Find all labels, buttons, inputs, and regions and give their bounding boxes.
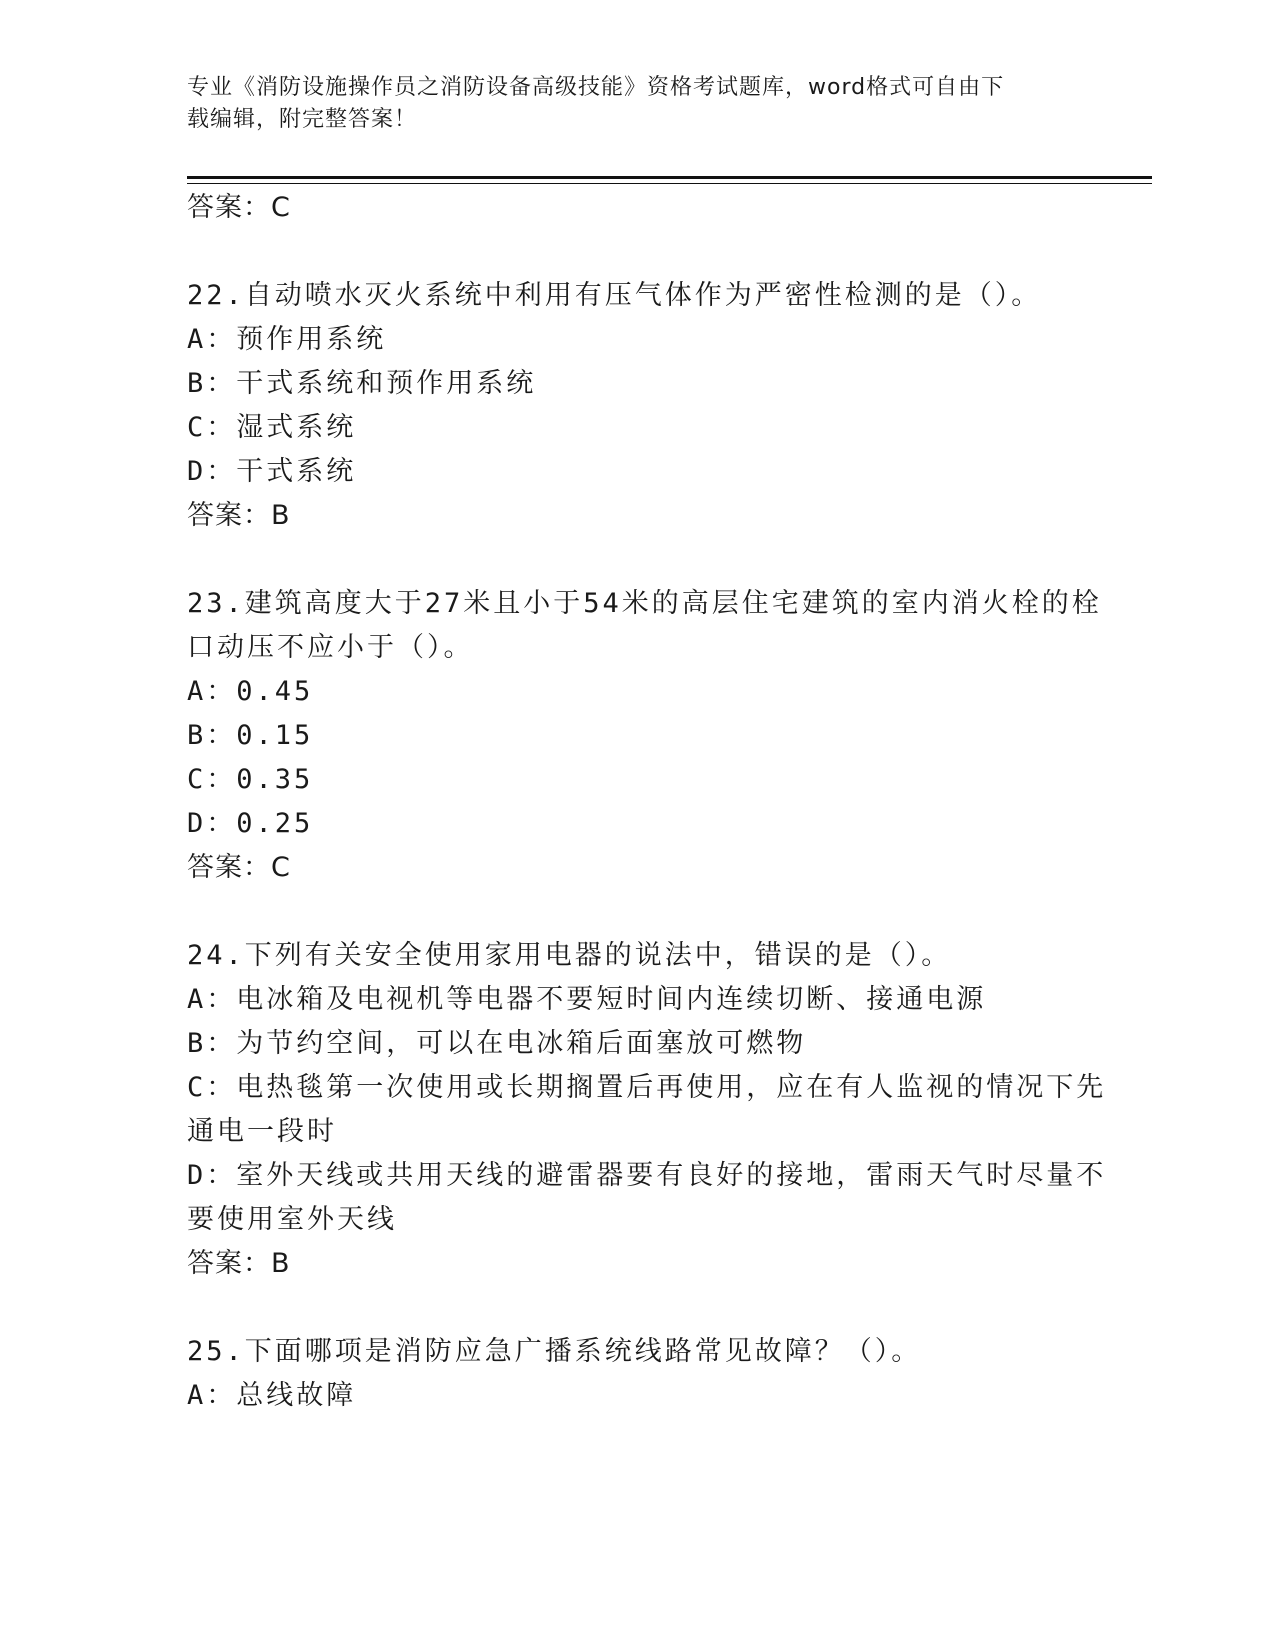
q22-option-a: A：预作用系统 <box>187 324 387 355</box>
q25-stem: 25.下面哪项是消防应急广播系统线路常见故障？（）。 <box>187 1336 922 1367</box>
document-header <box>187 72 1067 136</box>
header-divider-thick <box>187 176 1152 179</box>
q25-option-a: A：总线故障 <box>187 1380 357 1411</box>
q24-option-c-line-1: C：电热毯第一次使用或长期搁置后再使用，应在有人监视的情况下先 <box>187 1072 1107 1103</box>
q22-option-d: D：干式系统 <box>187 456 357 487</box>
header-line-2: 载编辑，附完整答案！ <box>187 107 418 132</box>
q23-stem-line-2: 口动压不应小于（）。 <box>187 632 474 663</box>
q24-option-d-line-1: D：室外天线或共用天线的避雷器要有良好的接地，雷雨天气时尽量不 <box>187 1160 1107 1191</box>
q24-option-b: B：为节约空间，可以在电冰箱后面塞放可燃物 <box>187 1028 807 1059</box>
q24-answer: 答案：B <box>187 1248 291 1279</box>
q24-option-a: A：电冰箱及电视机等电器不要短时间内连续切断、接通电源 <box>187 984 987 1015</box>
previous-answer: 答案：C <box>187 192 291 223</box>
header-line-1: 专业《消防设施操作员之消防设备高级技能》资格考试题库，word格式可自由下 <box>187 75 1005 100</box>
q24-option-c-line-2: 通电一段时 <box>187 1116 337 1147</box>
q24-stem: 24.下列有关安全使用家用电器的说法中，错误的是（）。 <box>187 940 952 971</box>
q23-answer: 答案：C <box>187 852 291 883</box>
q24-option-d-line-2: 要使用室外天线 <box>187 1204 397 1235</box>
q22-option-c: C：湿式系统 <box>187 412 357 443</box>
q22-stem: 22.自动喷水灭火系统中利用有压气体作为严密性检测的是（）。 <box>187 280 1042 311</box>
q23-option-a: A：0.45 <box>187 676 314 707</box>
q23-option-d: D：0.25 <box>187 808 314 839</box>
q23-option-c: C：0.35 <box>187 764 314 795</box>
header-divider-thin <box>187 183 1152 184</box>
q23-option-b: B：0.15 <box>187 720 314 751</box>
q23-stem-line-1: 23.建筑高度大于27米且小于54米的高层住宅建筑的室内消火栓的栓 <box>187 588 1102 619</box>
q22-option-b: B：干式系统和预作用系统 <box>187 368 537 399</box>
q22-answer: 答案：B <box>187 500 291 531</box>
